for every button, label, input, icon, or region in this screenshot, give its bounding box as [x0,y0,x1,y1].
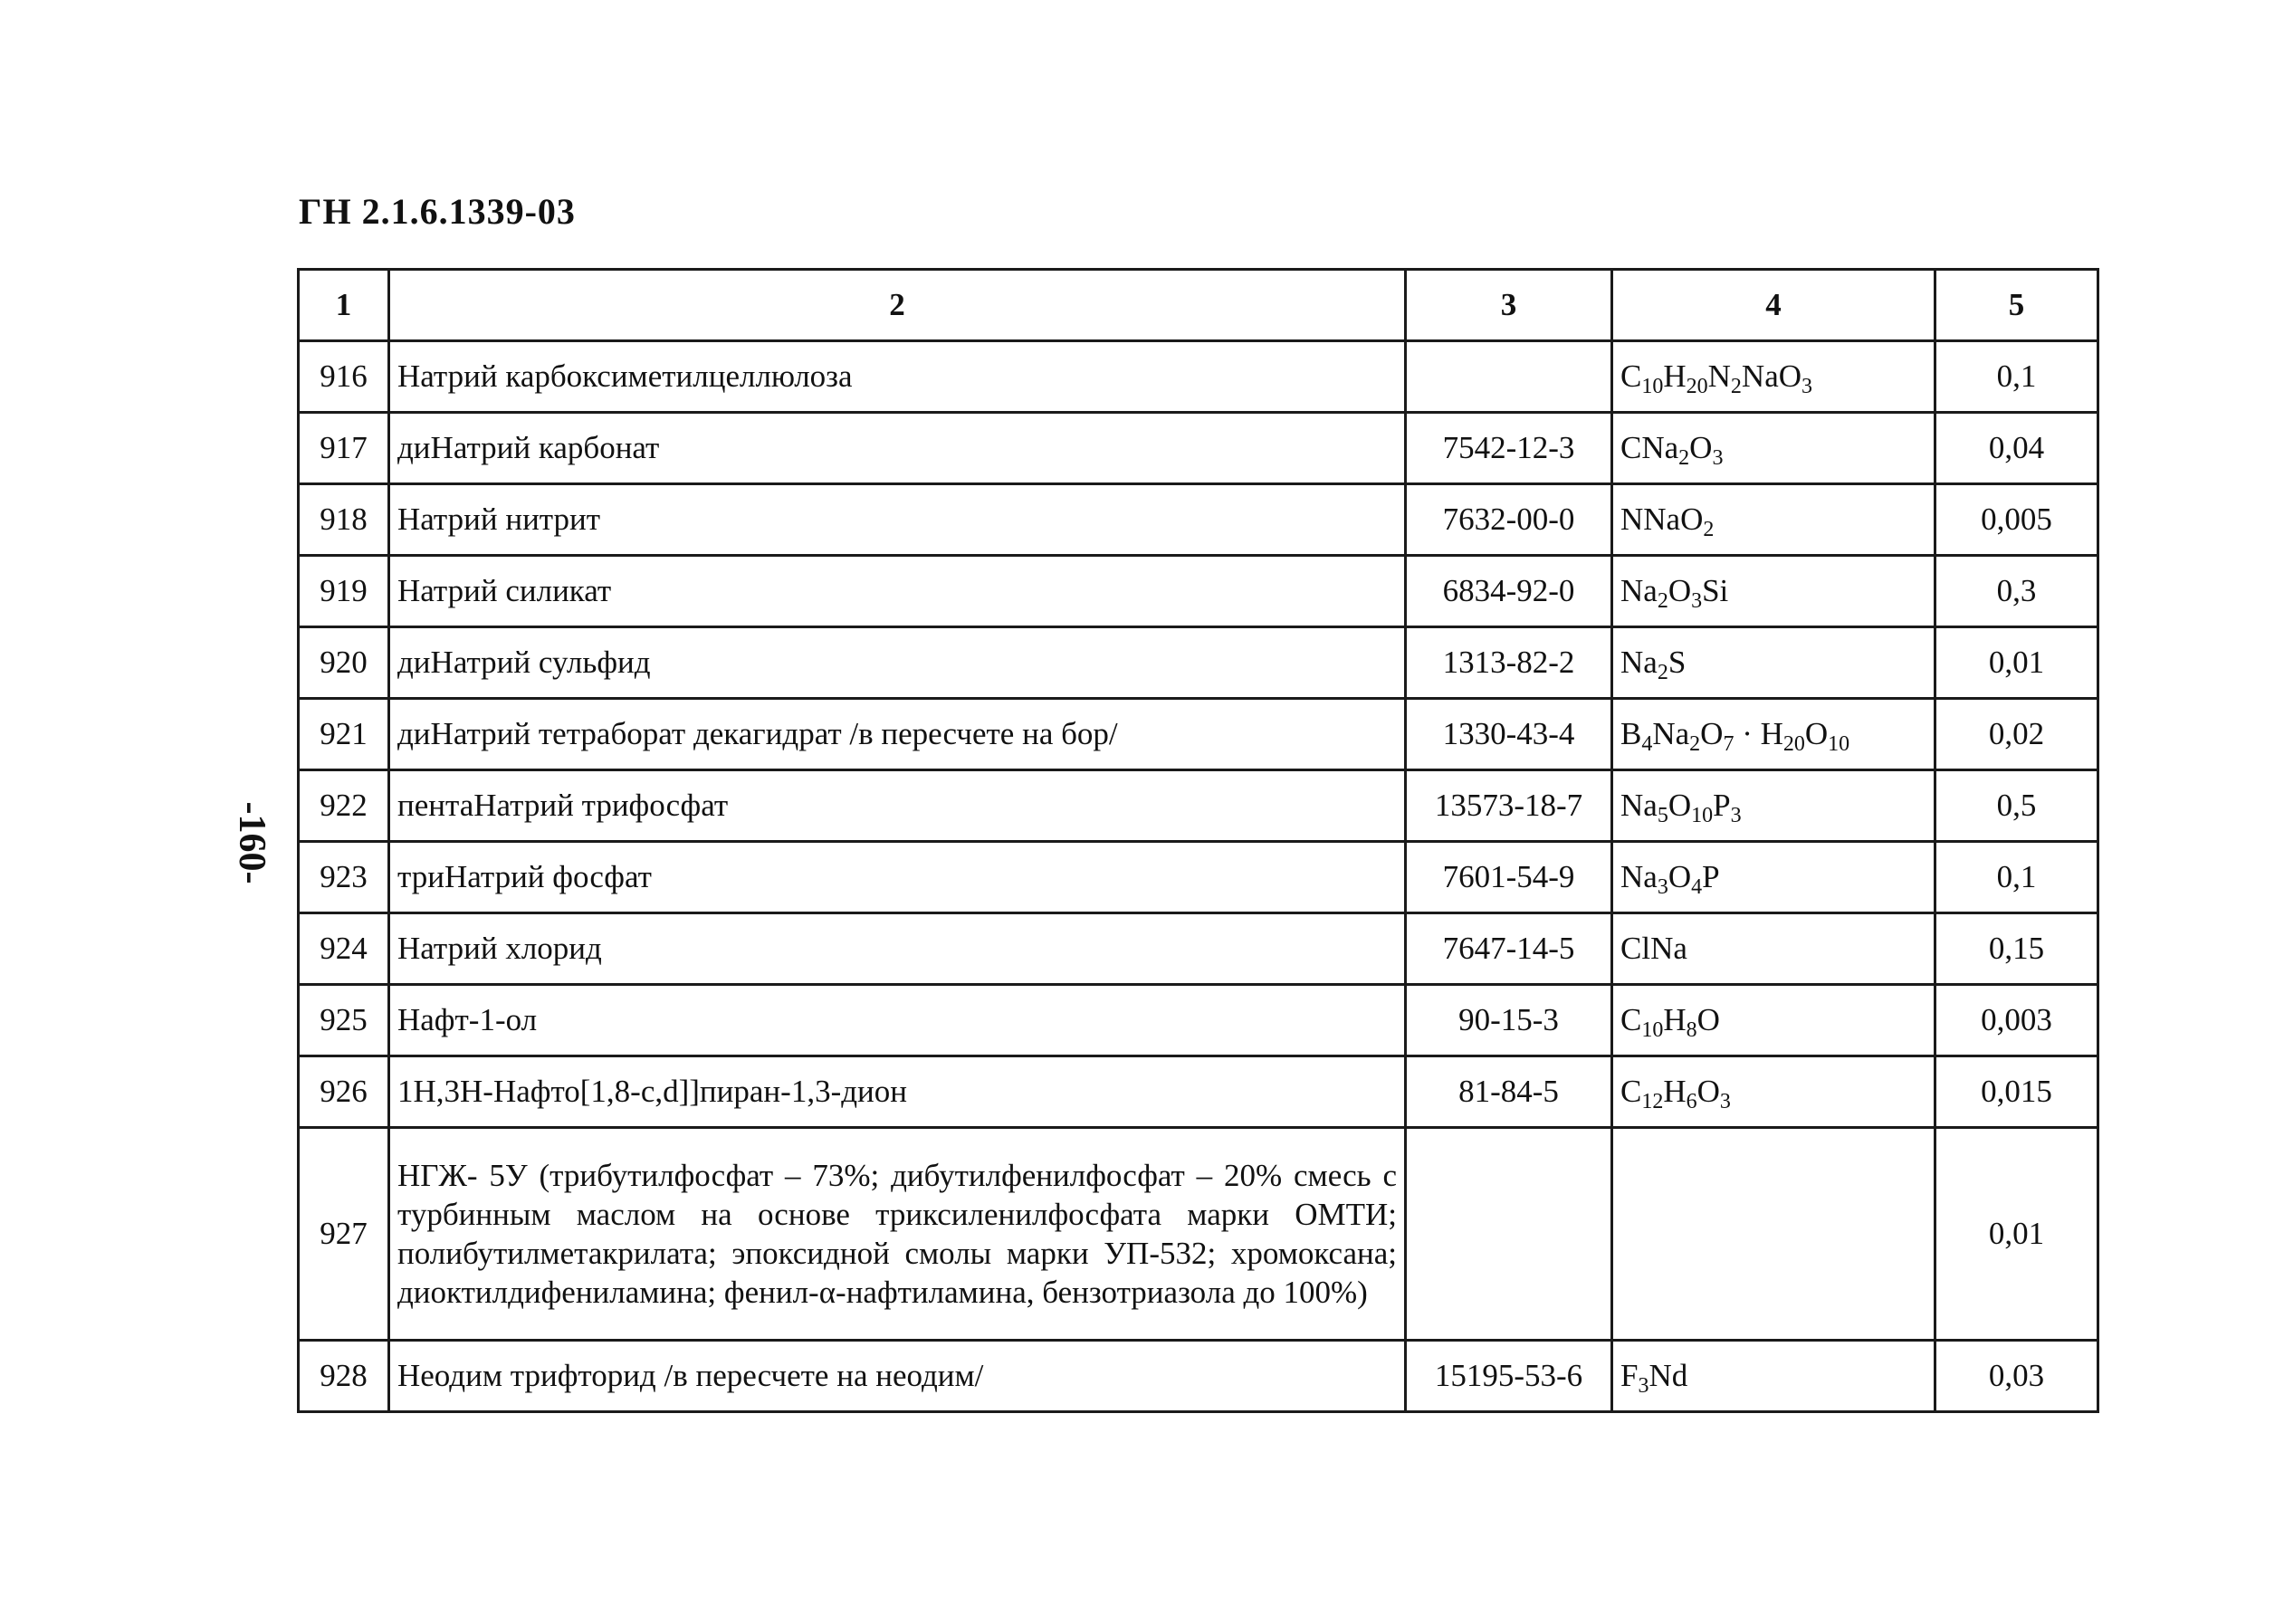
value-cell: 0,1 [1935,341,2098,413]
formula-cell: $B_4Na_2O_7 \cdot H_{20}O_{10}$ [1612,699,1935,770]
formula-cell: $C_{10}H_{20}N_2NaO_3$ [1612,341,1935,413]
cas-number-cell: 6834-92-0 [1406,556,1612,627]
table-row [299,484,2098,556]
table-row [299,413,2098,484]
value-cell: 0,5 [1935,770,2098,842]
row-number-cell: 920 [299,627,389,699]
value-cell: 0,015 [1935,1056,2098,1128]
substances-table [297,268,2099,1413]
row-number-cell: 923 [299,842,389,913]
cas-number-cell: 7542-12-3 [1406,413,1612,484]
value-cell: 0,15 [1935,913,2098,985]
substance-name-cell: триНатрий фосфат [389,842,1406,913]
cas-number-cell: 15195-53-6 [1406,1341,1612,1412]
table-row [299,1056,2098,1128]
value-cell: 0,04 [1935,413,2098,484]
formula-cell: $Na_2O_3Si$ [1612,556,1935,627]
table-row [299,341,2098,413]
substance-name-cell: пентаНатрий трифосфат [389,770,1406,842]
substance-name-cell: Неодим трифторид /в пересчете на неодим/ [389,1341,1406,1412]
cas-number-cell: 1330-43-4 [1406,699,1612,770]
cas-number-cell: 13573-18-7 [1406,770,1612,842]
substance-name-cell: Натрий силикат [389,556,1406,627]
table-body [299,341,2098,1412]
table-row [299,842,2098,913]
substance-name-cell: Натрий карбоксиметилцеллюлоза [389,341,1406,413]
cas-number-cell [1406,1128,1612,1341]
formula-cell: $F_3Nd$ [1612,1341,1935,1412]
table-row [299,627,2098,699]
cas-number-cell: 81-84-5 [1406,1056,1612,1128]
value-cell: 0,01 [1935,627,2098,699]
row-number-cell: 924 [299,913,389,985]
row-number-cell: 921 [299,699,389,770]
table-row [299,1128,2098,1341]
value-cell: 0,1 [1935,842,2098,913]
formula-cell: $Na_2S$ [1612,627,1935,699]
substance-name-cell: Натрий хлорид [389,913,1406,985]
formula-cell: $Na_3O_4P$ [1612,842,1935,913]
formula-cell [1612,1128,1935,1341]
cas-number-cell [1406,341,1612,413]
column-header-3: 3 [1406,270,1612,341]
substance-name-cell: 1H,3H-Нафто[1,8-c,d]]пиран-1,3-дион [389,1056,1406,1128]
substance-name-cell: Натрий нитрит [389,484,1406,556]
row-number-cell: 925 [299,985,389,1056]
formula-cell: NNaO$_2$ [1612,484,1935,556]
value-cell: 0,003 [1935,985,2098,1056]
value-cell: 0,005 [1935,484,2098,556]
table-row [299,1341,2098,1412]
page-number: -160- [231,801,272,884]
table-header-row [299,270,2098,341]
substance-name-cell: диНатрий тетраборат декагидрат /в пересчете на бор/ [389,699,1406,770]
row-number-cell: 918 [299,484,389,556]
formula-cell: $CNa_2O_3$ [1612,413,1935,484]
cas-number-cell: 7632-00-0 [1406,484,1612,556]
cas-number-cell: 90-15-3 [1406,985,1612,1056]
formula-cell: $Na_5O_{10}P_3$ [1612,770,1935,842]
formula-cell: $C_{12}H_6O_3$ [1612,1056,1935,1128]
row-number-cell: 917 [299,413,389,484]
value-cell: 0,01 [1935,1128,2098,1341]
row-number-cell: 926 [299,1056,389,1128]
substance-name-cell: НГЖ- 5У (трибутилфосфат – 73%; дибутилфенилфосфат – 20% смесь с турбинным маслом на основе триксиленилфосфата марки ОМТИ; полибутилметакрилата; эпоксидной смолы марки УП-532; хромоксана; диоктилдифениламина; фенил-α-нафтиламина, бензотриазола до 100%) [389,1128,1406,1341]
column-header-2: 2 [389,270,1406,341]
row-number-cell: 928 [299,1341,389,1412]
table-row [299,556,2098,627]
cas-number-cell: 7601-54-9 [1406,842,1612,913]
value-cell: 0,02 [1935,699,2098,770]
table-row [299,699,2098,770]
formula-cell: ClNa [1612,913,1935,985]
table-row [299,913,2098,985]
formula-cell: $C_{10}H_8O$ [1612,985,1935,1056]
value-cell: 0,3 [1935,556,2098,627]
row-number-cell: 927 [299,1128,389,1341]
column-header-4: 4 [1612,270,1935,341]
table-row [299,985,2098,1056]
cas-number-cell: 1313-82-2 [1406,627,1612,699]
column-header-5: 5 [1935,270,2098,341]
substance-name-cell: диНатрий карбонат [389,413,1406,484]
row-number-cell: 919 [299,556,389,627]
substance-name-cell: Нафт-1-ол [389,985,1406,1056]
row-number-cell: 922 [299,770,389,842]
value-cell: 0,03 [1935,1341,2098,1412]
document-code: ГН 2.1.6.1339-03 [299,191,576,232]
row-number-cell: 916 [299,341,389,413]
column-header-1: 1 [299,270,389,341]
table-row [299,770,2098,842]
cas-number-cell: 7647-14-5 [1406,913,1612,985]
substance-name-cell: диНатрий сульфид [389,627,1406,699]
